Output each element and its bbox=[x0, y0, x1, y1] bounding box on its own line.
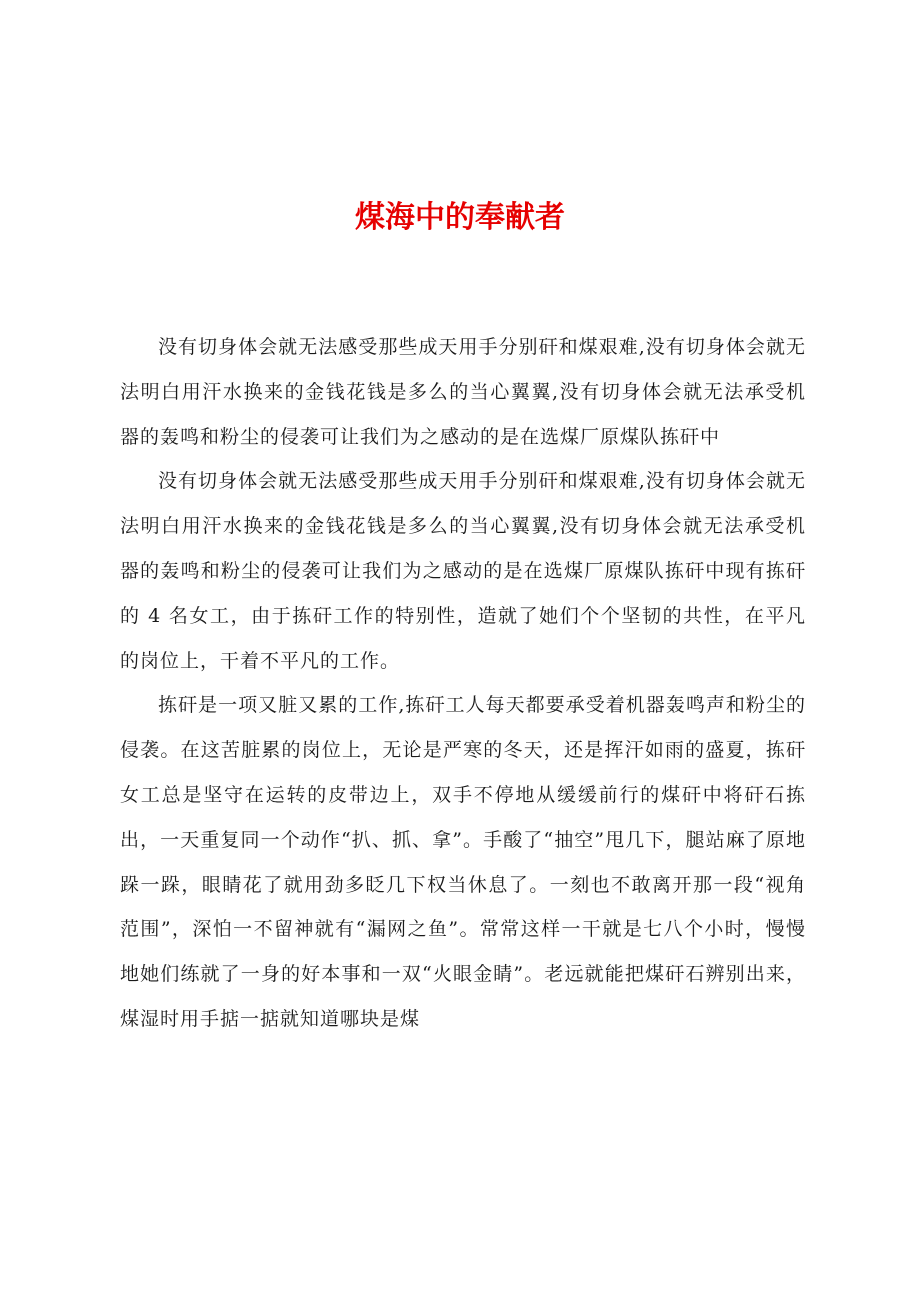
paragraph-3: 拣矸是一项又脏又累的工作,拣矸工人每天都要承受着机器轰鸣声和粉尘的侵袭。在这苦脏累的岗位上，无论是严寒的冬天，还是挥汗如雨的盛夏，拣矸女工总是坚守在运转的皮带边上，双手不停地从缓缓前行的煤矸中将矸石拣出，一天重复同一个动作“扒、抓、拿”。手酸了“抽空”甩几下，腿站麻了原地跺一跺，眼睛花了就用劲多眨几下权当休息了。一刻也不敢离开那一段“视角范围”，深怕一不留神就有“漏网之鱼”。常常这样一干就是七八个小时，慢慢地她们练就了一身的好本事和一双“火眼金睛”。老远就能把煤矸石辨别出来，煤湿时用手掂一掂就知道哪块是煤 bbox=[120, 694, 806, 1030]
paragraph-1: 没有切身体会就无法感受那些成天用手分别矸和煤艰难,没有切身体会就无法明白用汗水换来的金钱花钱是多么的当心翼翼,没有切身体会就无法承受机器的轰鸣和粉尘的侵袭可让我们为之感动的是在选煤厂原煤队拣矸中 bbox=[120, 336, 806, 448]
document-body bbox=[120, 325, 806, 1042]
document-title: 煤海中的奉献者 bbox=[355, 200, 565, 235]
paragraph-2: 没有切身体会就无法感受那些成天用手分别矸和煤艰难,没有切身体会就无法明白用汗水换来的金钱花钱是多么的当心翼翼,没有切身体会就无法承受机器的轰鸣和粉尘的侵袭可让我们为之感动的是在选煤厂原煤队拣矸中现有拣矸的 4 名女工，由于拣矸工作的特别性，造就了她们个个坚韧的共性，在平凡的岗位上，干着不平凡的工作。 bbox=[120, 470, 806, 672]
